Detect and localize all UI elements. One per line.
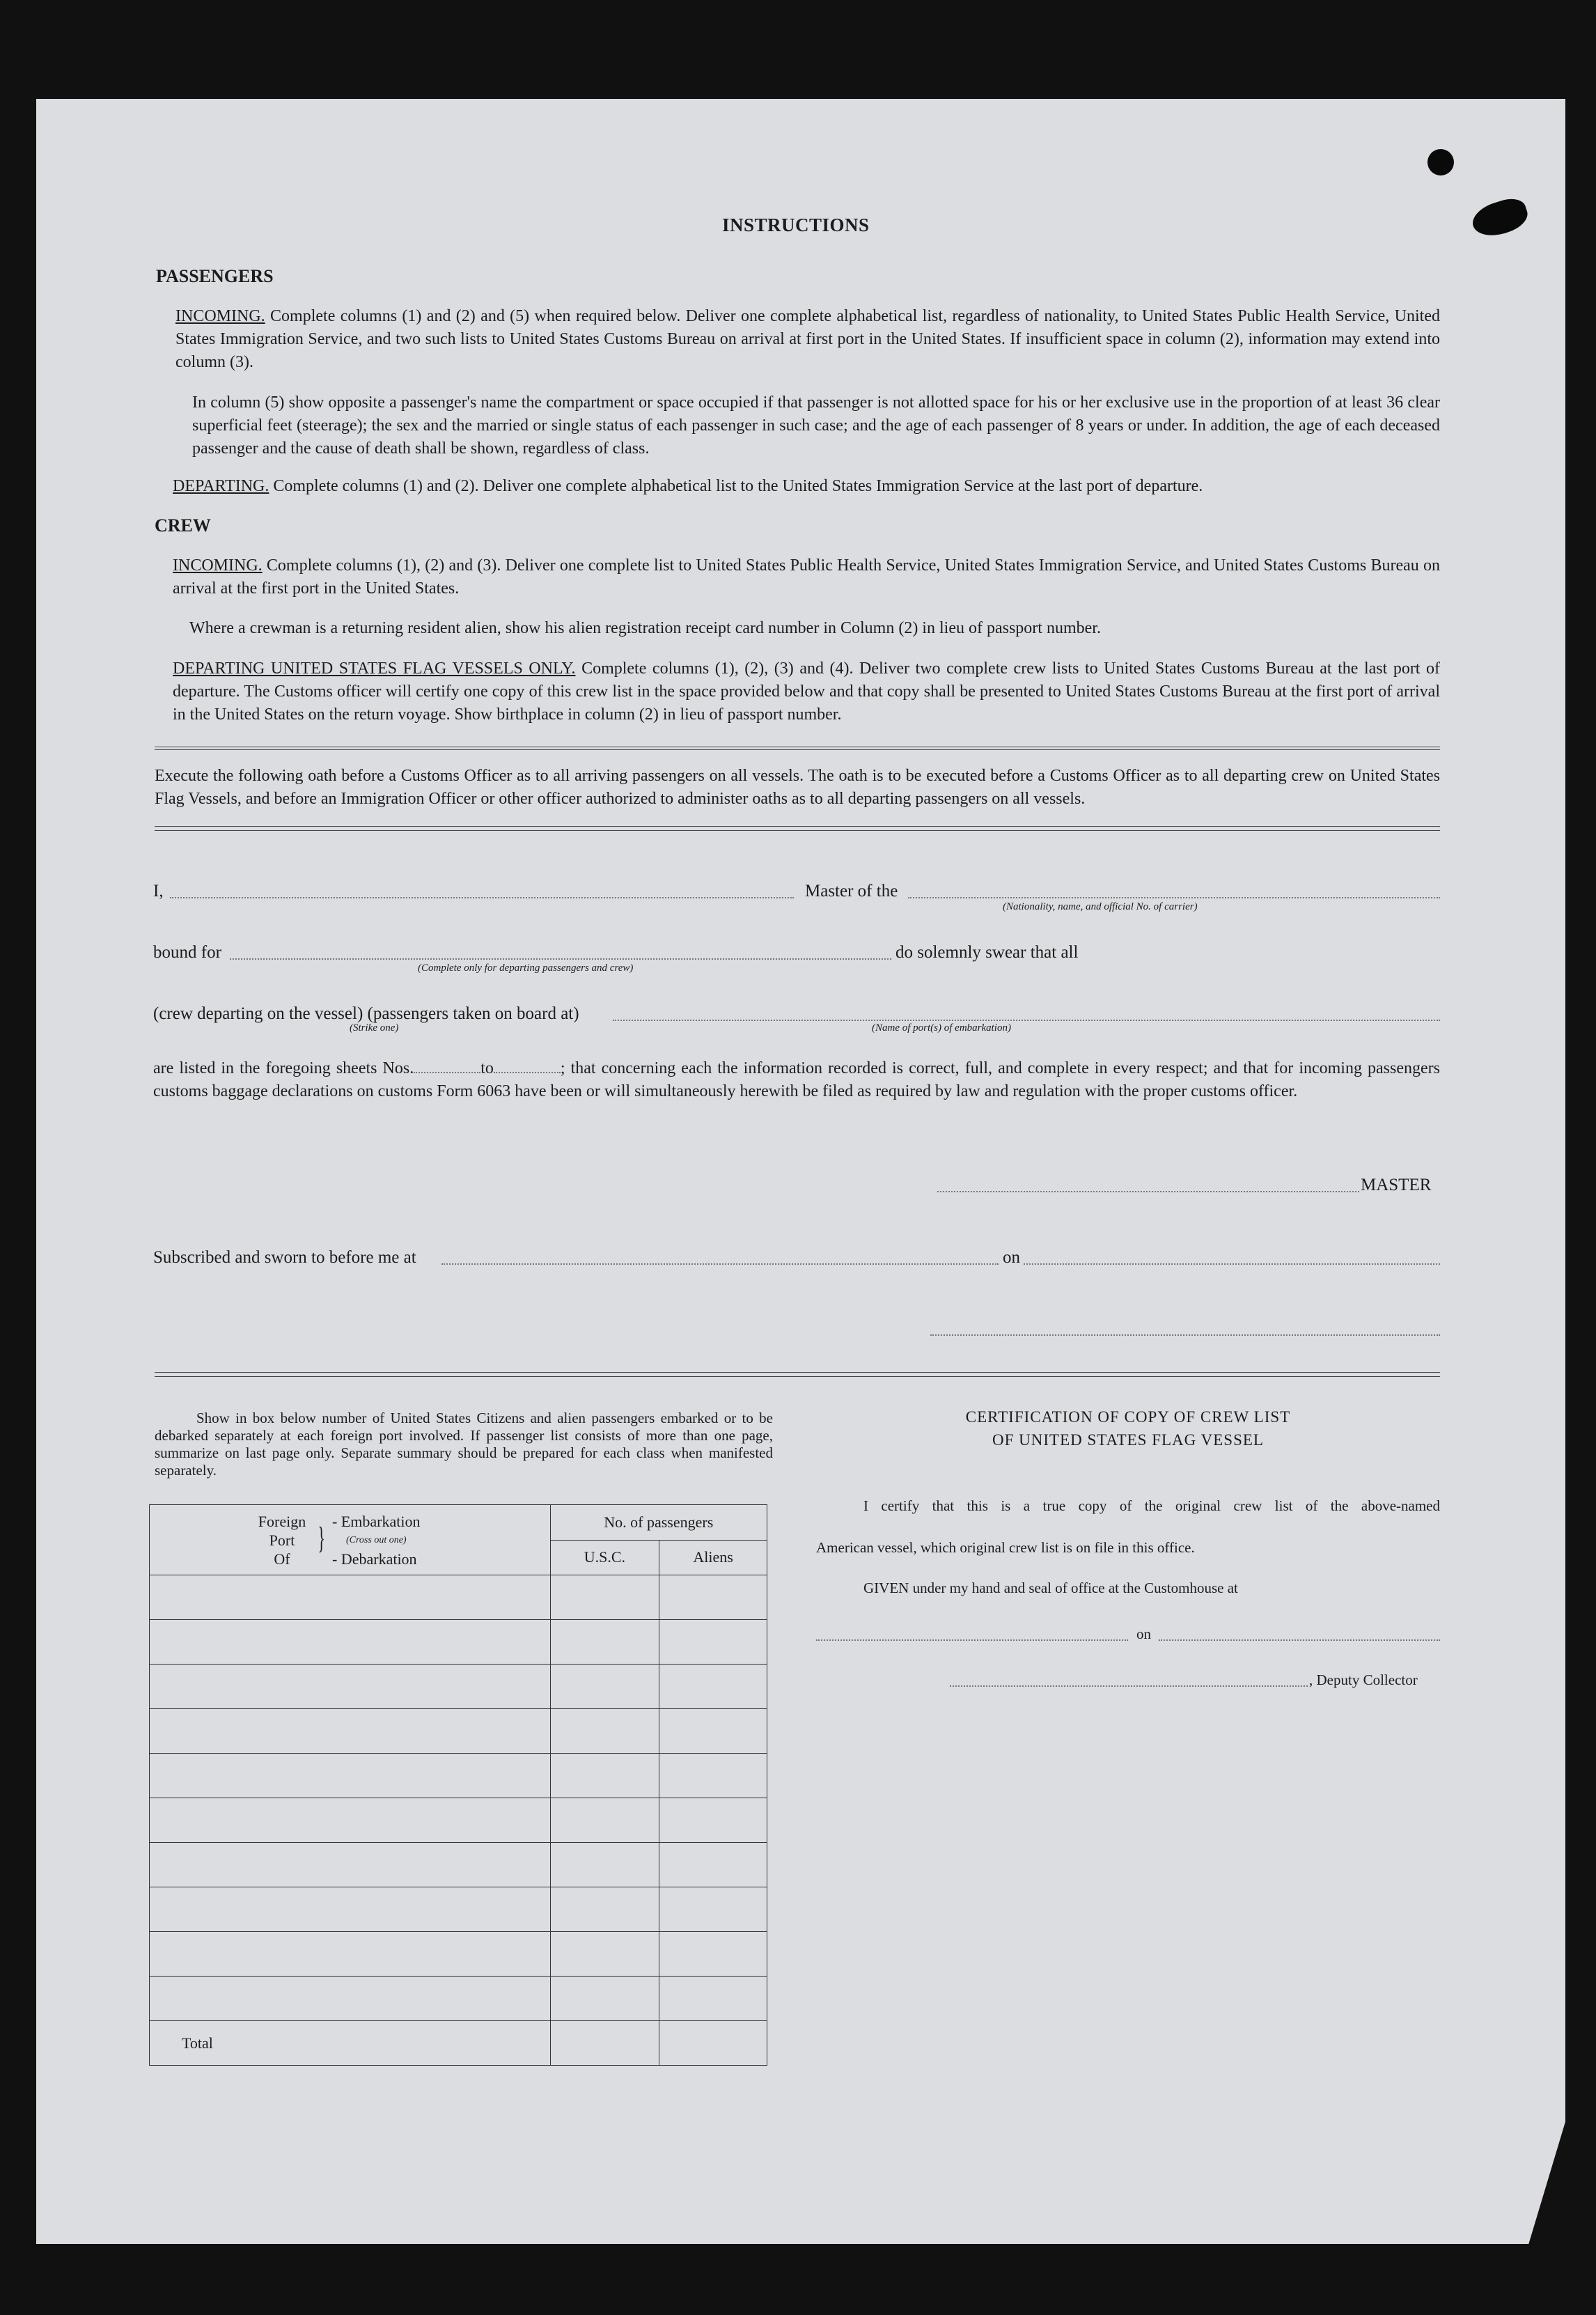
aliens-cell[interactable] xyxy=(659,1843,767,1887)
crew-alien-paragraph: Where a crewman is a returning resident alien, show his alien registration receipt card number in Column (2) in lieu of passport number. xyxy=(189,619,1101,637)
aliens-cell[interactable] xyxy=(659,1575,767,1620)
oath-instruction: Execute the following oath before a Customs Officer as to all arriving passengers on all vessels. The oath is to be executed before a Customs Officer as to all departing crew on United States Flag Vessels, and before an Immigration Officer or other officer authorized to administer oaths as to all departing passengers on all vessels. xyxy=(155,767,1440,808)
cert-date-field[interactable] xyxy=(1159,1639,1440,1641)
brace-icon: } xyxy=(318,1521,325,1555)
total-row xyxy=(150,2021,767,2066)
usc-cell[interactable] xyxy=(550,1620,659,1665)
given-text: GIVEN under my hand and seal of office at the Customhouse at xyxy=(863,1580,1238,1596)
port-cell[interactable] xyxy=(150,1798,551,1843)
customhouse-place-field[interactable] xyxy=(816,1639,1128,1641)
col-port: Port xyxy=(269,1531,295,1549)
master-label: MASTER xyxy=(1361,1176,1432,1194)
certify-text-2: American vessel, which original crew list is on file in this office. xyxy=(816,1539,1195,1556)
port-cell[interactable] xyxy=(150,1754,551,1798)
usc-cell[interactable] xyxy=(550,1843,659,1887)
bound-for-label: bound for xyxy=(153,943,221,962)
port-cell[interactable] xyxy=(150,1709,551,1754)
aliens-total-cell[interactable] xyxy=(659,2021,767,2066)
usc-cell[interactable] xyxy=(550,1798,659,1843)
usc-cell[interactable] xyxy=(550,1575,659,1620)
aliens-cell[interactable] xyxy=(659,1620,767,1665)
table-row xyxy=(150,1843,767,1887)
carrier-field[interactable] xyxy=(908,897,1440,898)
master-of-the-label: Master of the xyxy=(805,882,898,901)
usc-cell[interactable] xyxy=(550,1754,659,1798)
master-name-field[interactable] xyxy=(170,897,794,898)
officer-signature-field[interactable] xyxy=(930,1334,1440,1336)
passenger-summary-table xyxy=(149,1504,767,2066)
table-row xyxy=(150,1798,767,1843)
ports-embarkation-field[interactable] xyxy=(613,1020,1440,1021)
ink-blot xyxy=(1427,149,1454,176)
strike-one-note: (Strike one) xyxy=(350,1022,399,1034)
solemnly-swear-text: do solemnly swear that all xyxy=(895,943,1079,962)
aliens-cell[interactable] xyxy=(659,1754,767,1798)
passengers-incoming-paragraph xyxy=(175,305,1440,374)
sheet-from-field[interactable] xyxy=(414,1062,480,1073)
bound-for-note: (Complete only for departing passengers and crew) xyxy=(418,962,634,974)
table-row xyxy=(150,1754,767,1798)
port-header-cell xyxy=(150,1505,551,1575)
sworn-place-field[interactable] xyxy=(441,1263,999,1265)
deputy-collector-label: , Deputy Collector xyxy=(1309,1671,1418,1688)
usc-total-cell[interactable] xyxy=(550,2021,659,2066)
passengers-departing-head: DEPARTING. xyxy=(173,477,269,495)
debarkation-label: - Debarkation xyxy=(332,1550,417,1568)
master-signature-field[interactable] xyxy=(937,1191,1359,1192)
bound-for-field[interactable] xyxy=(230,958,891,960)
port-cell[interactable] xyxy=(150,1665,551,1709)
aliens-header: Aliens xyxy=(659,1540,767,1575)
crew-incoming-paragraph xyxy=(173,554,1440,600)
aliens-cell[interactable] xyxy=(659,1977,767,2021)
table-header-row xyxy=(150,1505,767,1541)
aliens-cell[interactable] xyxy=(659,1665,767,1709)
crew-incoming-text: Complete columns (1), (2) and (3). Deliver one complete list to United States Public Health Service, United States Immigration Service, and United States Customs Bureau on arrival at the first port in the United States. xyxy=(173,556,1441,598)
table-row xyxy=(150,1977,767,2021)
table-row xyxy=(150,1665,767,1709)
aliens-cell[interactable] xyxy=(659,1798,767,1843)
port-cell[interactable] xyxy=(150,1977,551,2021)
aliens-cell[interactable] xyxy=(659,1709,767,1754)
aliens-cell[interactable] xyxy=(659,1932,767,1977)
oath-statement xyxy=(153,1057,1440,1103)
table-row xyxy=(150,1575,767,1620)
port-cell[interactable] xyxy=(150,1887,551,1932)
listed-text-b: ; that concerning each the information recorded is correct, full, and complete in every respect; and that for incoming passengers customs baggage declarations on customs Form 6063 have been or will simultaneously herewith be filed as required by law and regulation with the proper customs officer. xyxy=(153,1059,1440,1100)
port-cell[interactable] xyxy=(150,1843,551,1887)
col-foreign: Foreign xyxy=(258,1513,306,1530)
port-cell[interactable] xyxy=(150,1932,551,1977)
listed-to: to xyxy=(480,1059,494,1077)
col-of: Of xyxy=(274,1550,290,1568)
ports-note: (Name of port(s) of embarkation) xyxy=(872,1022,1011,1034)
certification-title xyxy=(808,1405,1448,1451)
passengers-column5-paragraph: In column (5) show opposite a passenger's name the compartment or space occupied if that passenger is not allotted space for his or her exclusive use in the proportion of at least 36 clear superficial feet (steerage); the sex and the married or single status of each passenger in such case; and the age of each passenger of 8 years or under. In addition, the age of each deceased passenger and the cause of death shall be shown, regardless of class. xyxy=(192,393,1440,458)
no-passengers-header: No. of passengers xyxy=(550,1505,767,1541)
aliens-cell[interactable] xyxy=(659,1887,767,1932)
usc-cell[interactable] xyxy=(550,1887,659,1932)
table-row xyxy=(150,1887,767,1932)
embarkation-label: - Embarkation xyxy=(332,1513,421,1530)
crew-departing-head: DEPARTING UNITED STATES FLAG VESSELS ONLY. xyxy=(173,660,576,678)
instructions-title: INSTRUCTIONS xyxy=(722,215,870,235)
deputy-signature-field[interactable] xyxy=(950,1685,1308,1687)
passengers-incoming-text: Complete columns (1) and (2) and (5) when required below. Deliver one complete alphabetical list, regardless of nationality, to United States Public Health Service, United States Immigration Service, and two such lists to United States Customs Bureau on arrival at first port in the United States. If insufficient space in column (2), information may extend into column (3). xyxy=(175,307,1440,371)
subscribed-label: Subscribed and sworn to before me at xyxy=(153,1248,416,1267)
double-rule xyxy=(155,1372,1440,1377)
double-rule xyxy=(155,826,1440,831)
certify-text: I certify that this is a true copy of the original crew list of the above-named xyxy=(863,1497,1440,1514)
crew-passengers-label: (crew departing on the vessel) (passengers taken on board at) xyxy=(153,1004,579,1023)
usc-header: U.S.C. xyxy=(550,1540,659,1575)
carrier-note: (Nationality, name, and official No. of carrier) xyxy=(1003,901,1198,912)
port-cell[interactable] xyxy=(150,1620,551,1665)
cross-out-note: (Cross out one) xyxy=(346,1535,407,1545)
table-row xyxy=(150,1709,767,1754)
table-row xyxy=(150,1932,767,1977)
sworn-date-field[interactable] xyxy=(1024,1263,1440,1265)
certification-title-line2: OF UNITED STATES FLAG VESSEL xyxy=(992,1431,1264,1449)
passengers-incoming-head: INCOMING. xyxy=(175,307,265,325)
passengers-departing-text: Complete columns (1) and (2). Deliver one complete alphabetical list to the United States Immigration Service at the last port of departure. xyxy=(273,477,1203,495)
total-label: Total xyxy=(150,2021,551,2066)
passengers-heading: PASSENGERS xyxy=(156,266,274,286)
crew-departing-text: Complete columns (1), (2), (3) and (4). Deliver two complete crew lists to United States Customs Bureau at the last port of departure. The Customs officer will certify one copy of this crew list in the space provided below and that copy shall be presented to United States Customs Bureau at the first port of arrival in the United States on the return voyage. Show birthplace in column (2) in lieu of passport number. xyxy=(173,660,1441,724)
usc-cell[interactable] xyxy=(550,1665,659,1709)
sheet-to-field[interactable] xyxy=(494,1062,561,1073)
crew-departing-paragraph xyxy=(173,657,1440,726)
crew-incoming-head: INCOMING. xyxy=(173,556,263,575)
passengers-departing-paragraph xyxy=(173,475,1440,498)
port-cell[interactable] xyxy=(150,1575,551,1620)
crew-heading: CREW xyxy=(155,515,211,536)
summary-instruction: Show in box below number of United States Citizens and alien passengers embarked or to be debarked separately at each foreign port involved. If passenger list consists of more than one page, summarize on last page only. Separate summary should be prepared for each class when manifested separately. xyxy=(155,1410,773,1479)
certification-title-line1: CERTIFICATION OF COPY OF CREW LIST xyxy=(965,1408,1291,1426)
sworn-on-label: on xyxy=(1003,1248,1020,1267)
double-rule xyxy=(155,747,1440,750)
cert-on-label: on xyxy=(1136,1626,1151,1642)
usc-cell[interactable] xyxy=(550,1932,659,1977)
usc-cell[interactable] xyxy=(550,1709,659,1754)
listed-text-a: are listed in the foregoing sheets Nos. xyxy=(153,1059,414,1077)
table-row xyxy=(150,1620,767,1665)
oath-i-label: I, xyxy=(153,882,164,901)
usc-cell[interactable] xyxy=(550,1977,659,2021)
